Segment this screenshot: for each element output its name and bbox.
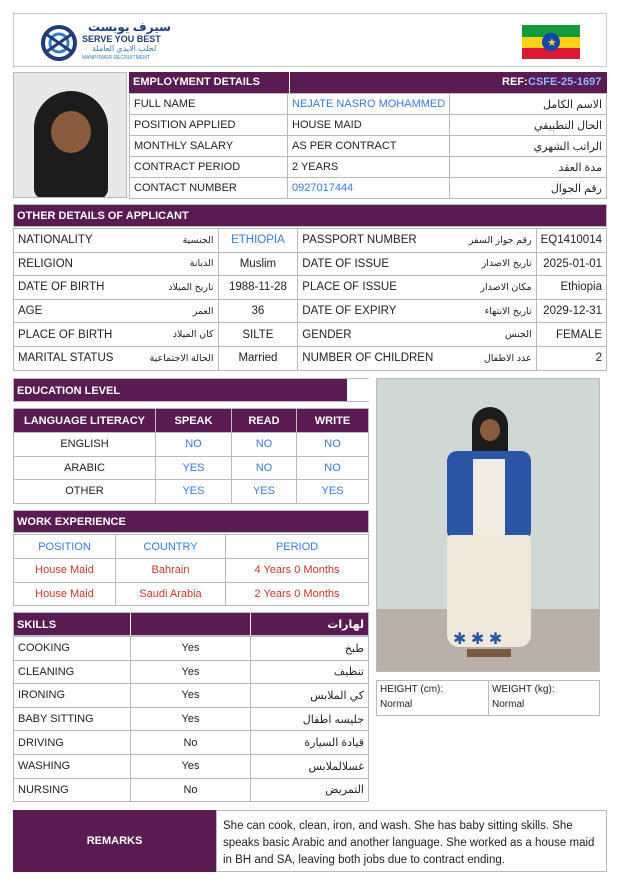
employment-label: FULL NAME (130, 94, 288, 115)
applicant-full-photo: ✱ ✱ ✱ (376, 378, 600, 672)
detail-label: NATIONALITY (14, 229, 121, 253)
detail-value: EQ1410014 (536, 229, 606, 253)
education-title: EDUCATION LEVEL (17, 385, 121, 397)
detail-label: PLACE OF BIRTH (14, 323, 121, 347)
header-bar (13, 13, 607, 67)
skill-name: WASHING (14, 754, 131, 778)
read-value: NO (231, 433, 296, 457)
skill-row (14, 660, 369, 684)
detail-label-ar: كان الميلاد (120, 323, 218, 347)
skills-title: SKILLS (17, 619, 57, 631)
write-header: WRITE (297, 409, 369, 433)
language-row (14, 433, 369, 457)
other-details-row (14, 323, 607, 347)
education-header (13, 378, 369, 402)
lang-header: LANGUAGE LITERACY (14, 409, 156, 433)
detail-value: 2 (536, 346, 606, 370)
work-header (13, 510, 369, 533)
detail-label: GENDER (298, 323, 437, 347)
detail-label-ar: العمر (120, 299, 218, 323)
other-details-row (14, 229, 607, 253)
skill-name: DRIVING (14, 731, 131, 755)
speak-value: YES (156, 480, 232, 504)
employment-label-ar: الراتب الشهري (450, 136, 607, 157)
employment-value: 0927017444 (288, 178, 450, 199)
employment-row (130, 94, 607, 115)
work-title: WORK EXPERIENCE (17, 516, 126, 528)
logo-ar: سيرف يوبست (88, 20, 171, 34)
language-name: ARABIC (14, 456, 156, 480)
other-details-row (14, 299, 607, 323)
detail-label-ar: الديانة (120, 252, 218, 276)
language-name: ENGLISH (14, 433, 156, 457)
employment-label: CONTRACT PERIOD (130, 157, 288, 178)
skill-name: NURSING (14, 778, 131, 802)
detail-label-ar: الحالة الاجتماعية (120, 346, 218, 370)
skill-value: Yes (131, 660, 251, 684)
employment-row (130, 136, 607, 157)
skills-title-ar: لهارات (327, 619, 364, 631)
company-logo (40, 22, 185, 64)
detail-label: DATE OF BIRTH (14, 276, 121, 300)
employment-label: MONTHLY SALARY (130, 136, 288, 157)
employment-label-ar: الحال التطبيقي (450, 115, 607, 136)
work-position: House Maid (14, 582, 116, 606)
skill-name: COOKING (14, 637, 131, 661)
language-row (14, 456, 369, 480)
other-details-row (14, 276, 607, 300)
measurements-box (376, 680, 600, 716)
detail-label-ar: رقم جواز السفر (437, 229, 536, 253)
detail-label-ar: الجنس (437, 323, 536, 347)
skill-name-ar: غسلالملابس (251, 754, 369, 778)
skill-value: Yes (131, 684, 251, 708)
ref-value: CSFE-25-1697 (528, 76, 602, 88)
write-value: YES (297, 480, 369, 504)
skill-name-ar: تنظيف (251, 660, 369, 684)
other-header (13, 204, 607, 227)
work-country: Saudi Arabia (116, 582, 226, 606)
employment-row (130, 115, 607, 136)
height-value: Normal (380, 699, 413, 710)
detail-value: FEMALE (536, 323, 606, 347)
work-position: House Maid (14, 559, 116, 583)
skill-name-ar: التمريض (251, 778, 369, 802)
detail-value: 36 (218, 299, 298, 323)
skill-value: No (131, 778, 251, 802)
detail-value: 2029-12-31 (536, 299, 606, 323)
remarks-text-box (216, 810, 607, 872)
skill-value: Yes (131, 707, 251, 731)
employment-row (130, 178, 607, 199)
write-value: NO (297, 456, 369, 480)
employment-title: EMPLOYMENT DETAILS (133, 76, 260, 88)
height-label: HEIGHT (cm): (380, 684, 444, 695)
employment-label: CONTACT NUMBER (130, 178, 288, 199)
skill-name: CLEANING (14, 660, 131, 684)
employment-header (129, 72, 607, 93)
applicant-photo (13, 72, 127, 198)
detail-label: MARITAL STATUS (14, 346, 121, 370)
ref-label: REF: (502, 76, 528, 88)
skills-header (13, 612, 369, 636)
work-row (14, 559, 369, 583)
work-country: Bahrain (116, 559, 226, 583)
remarks-text: She can cook, clean, iron, and wash. She has baby sitting skills. She speaks basic Arabic and another language. She worked as a house maid in BH and SA, leaving both jobs due to contract ending. (223, 820, 595, 866)
detail-value: Muslim (218, 252, 298, 276)
other-details-row (14, 346, 607, 370)
skill-row (14, 754, 369, 778)
read-header: READ (231, 409, 296, 433)
detail-value: 2025-01-01 (536, 252, 606, 276)
detail-label: AGE (14, 299, 121, 323)
employment-value: NEJATE NASRO MOHAMMED (288, 94, 450, 115)
speak-value: YES (156, 456, 232, 480)
work-row (14, 582, 369, 606)
detail-label: PASSPORT NUMBER (298, 229, 437, 253)
skill-value: Yes (131, 637, 251, 661)
detail-label: DATE OF ISSUE (298, 252, 437, 276)
detail-label-ar: تاريخ الانتهاء (437, 299, 536, 323)
skill-name-ar: قيادة السيارة (251, 731, 369, 755)
skill-name-ar: طبخ (251, 637, 369, 661)
logo-knot-icon (40, 24, 78, 62)
skill-value: Yes (131, 754, 251, 778)
logo-en: SERVE YOU BEST (82, 34, 161, 44)
detail-label: DATE OF EXPIRY (298, 299, 437, 323)
detail-label-ar: مكان الاصدار (437, 276, 536, 300)
detail-label: NUMBER OF CHILDREN (298, 346, 437, 370)
employment-label: POSITION APPLIED (130, 115, 288, 136)
detail-label-ar: تاريخ الاصدار (437, 252, 536, 276)
language-name: OTHER (14, 480, 156, 504)
skill-name-ar: كي الملابس (251, 684, 369, 708)
country-header: COUNTRY (116, 535, 226, 559)
skill-row (14, 684, 369, 708)
language-row (14, 480, 369, 504)
employment-label-ar: مدة العقد (450, 157, 607, 178)
weight-label: WEIGHT (kg): (492, 684, 555, 695)
detail-value: 1988-11-28 (218, 276, 298, 300)
detail-label: PLACE OF ISSUE (298, 276, 437, 300)
employment-value: AS PER CONTRACT (288, 136, 450, 157)
employment-row (130, 157, 607, 178)
remarks-label-box (13, 810, 216, 872)
logo-sub-ar: لجلب الايدي العاملة (92, 44, 157, 53)
write-value: NO (297, 433, 369, 457)
ethiopia-flag-icon: ★ (522, 25, 580, 59)
employment-label-ar: الاسم الكامل (450, 94, 607, 115)
employment-value: HOUSE MAID (288, 115, 450, 136)
employment-table (129, 93, 607, 199)
speak-header: SPEAK (156, 409, 232, 433)
other-details-table (13, 228, 607, 371)
detail-label-ar: تاريخ الميلاد (120, 276, 218, 300)
language-table (13, 408, 369, 504)
skill-row (14, 731, 369, 755)
period-header: PERIOD (226, 535, 369, 559)
logo-sub-en: MANPOWER RECRUITMENT (82, 55, 150, 61)
detail-label-ar: الجنسية (120, 229, 218, 253)
read-value: NO (231, 456, 296, 480)
skill-name-ar: جليسه اطفال (251, 707, 369, 731)
other-details-row (14, 252, 607, 276)
skill-row (14, 778, 369, 802)
skill-row (14, 707, 369, 731)
employment-label-ar: رقم الجوال (450, 178, 607, 199)
skills-table (13, 636, 369, 802)
position-header: POSITION (14, 535, 116, 559)
skill-name: BABY SITTING (14, 707, 131, 731)
detail-label-ar: عدد الاطفال (437, 346, 536, 370)
weight-value: Normal (492, 699, 525, 710)
skill-value: No (131, 731, 251, 755)
skill-name: IRONING (14, 684, 131, 708)
skill-row (14, 637, 369, 661)
detail-value: ETHIOPIA (218, 229, 298, 253)
detail-value: Married (218, 346, 298, 370)
detail-value: SILTE (218, 323, 298, 347)
work-period: 4 Years 0 Months (226, 559, 369, 583)
work-table (13, 534, 369, 606)
read-value: YES (231, 480, 296, 504)
work-period: 2 Years 0 Months (226, 582, 369, 606)
detail-label: RELIGION (14, 252, 121, 276)
detail-value: Ethiopia (536, 276, 606, 300)
remarks-label: REMARKS (86, 835, 143, 847)
other-title: OTHER DETAILS OF APPLICANT (17, 210, 189, 222)
speak-value: NO (156, 433, 232, 457)
employment-value: 2 YEARS (288, 157, 450, 178)
